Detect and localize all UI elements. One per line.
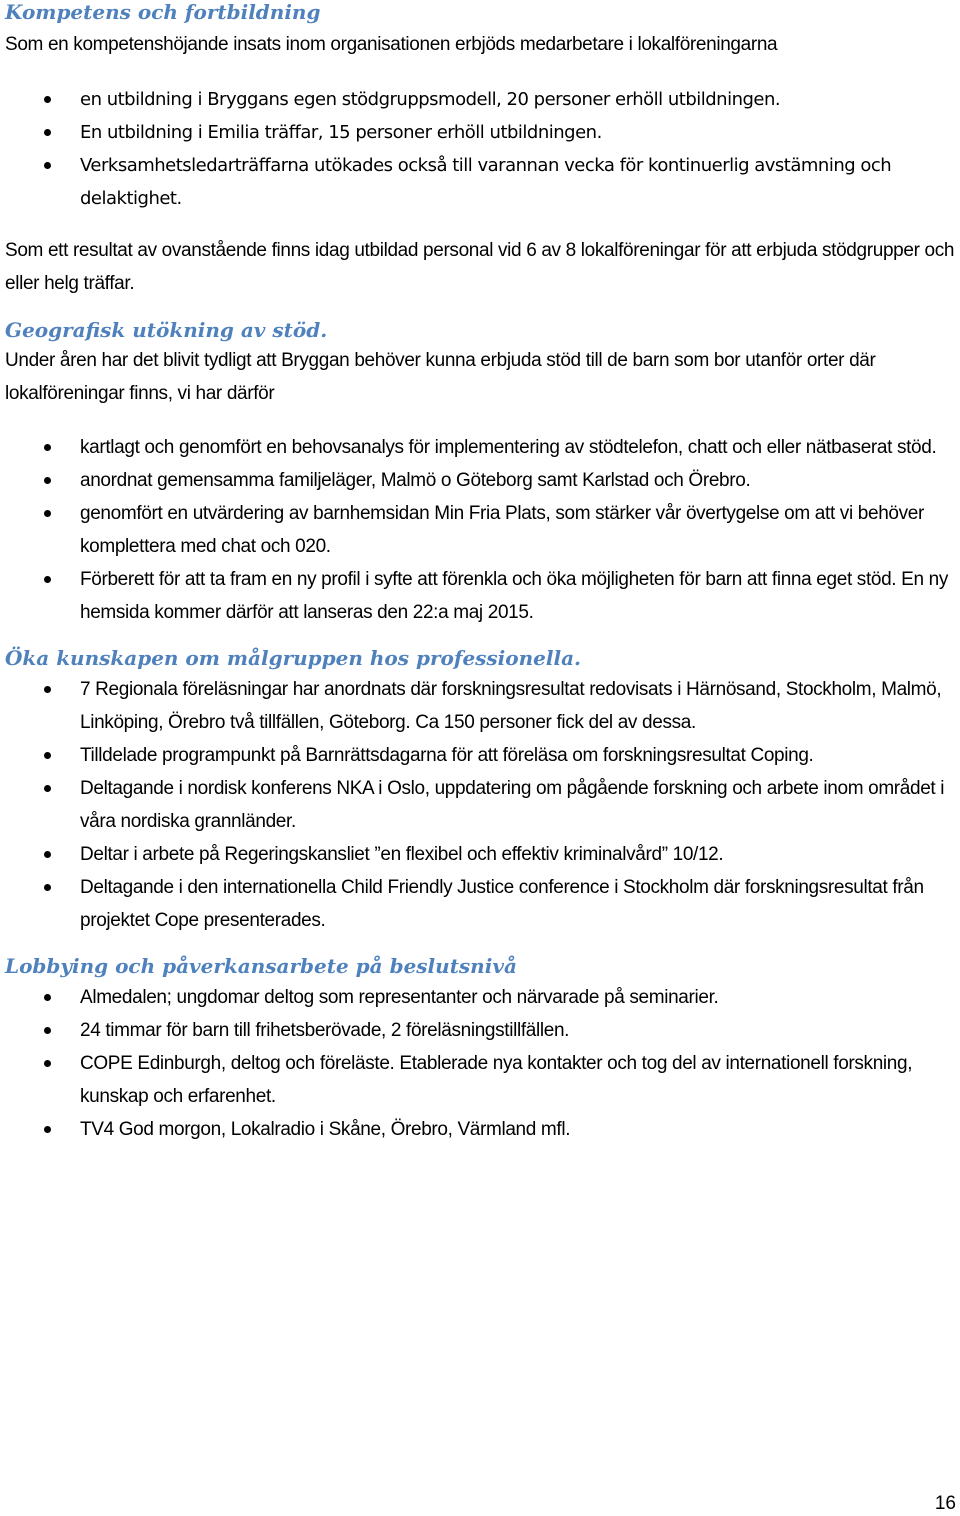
list-item: En utbildning i Emilia träffar, 15 personer erhöll utbildningen.	[5, 116, 955, 149]
bullet-icon	[44, 444, 51, 451]
bullet-icon	[44, 884, 51, 891]
list-geografisk	[5, 431, 955, 629]
list-item: Verksamhetsledarträffarna utökades också till varannan vecka för kontinuerlig avstämning och delaktighet.	[5, 149, 955, 215]
bullet-icon	[44, 686, 51, 693]
list-item: 24 timmar för barn till frihetsberövade, 2 föreläsningstillfällen.	[5, 1014, 955, 1047]
section-heading-kompetens: Kompetens och fortbildning	[5, 0, 321, 24]
list-item: TV4 God morgon, Lokalradio i Skåne, Örebro, Värmland mfl.	[5, 1113, 955, 1146]
section-heading-kunskap: Öka kunskapen om målgruppen hos professionella.	[5, 646, 582, 670]
bullet-icon	[44, 994, 51, 1001]
list-item: 7 Regionala föreläsningar har anordnats där forskningsresultat redovisats i Härnösand, Stockholm, Malmö, Linköping, Örebro två tillfällen, Göteborg. Ca 150 personer fick del av dessa.	[5, 673, 955, 739]
bullet-icon	[44, 477, 51, 484]
list-item: COPE Edinburgh, deltog och föreläste. Etablerade nya kontakter och tog del av internationell forskning, kunskap och erfarenhet.	[5, 1047, 955, 1113]
list-item: Deltagande i nordisk konferens NKA i Oslo, uppdatering om pågående forskning och arbete inom området i våra nordiska grannländer.	[5, 772, 955, 838]
bullet-icon	[44, 1027, 51, 1034]
bullet-icon	[44, 162, 51, 169]
page-number: 16	[934, 1493, 956, 1514]
bullet-icon	[44, 1126, 51, 1133]
list-item: Förberett för att ta fram en ny profil i syfte att förenkla och öka möjligheten för barn att finna eget stöd. En ny hemsida kommer därför att lanseras den 22:a maj 2015.	[5, 563, 955, 629]
list-kompetens	[5, 83, 955, 215]
bullet-icon	[44, 851, 51, 858]
list-lobbying	[5, 981, 955, 1146]
bullet-icon	[44, 752, 51, 759]
section-heading-lobbying: Lobbying och påverkansarbete på beslutsnivå	[5, 954, 517, 978]
list-item: Tilldelade programpunkt på Barnrättsdagarna för att föreläsa om forskningsresultat Coping.	[5, 739, 955, 772]
section-heading-geografisk: Geografisk utökning av stöd.	[5, 318, 328, 342]
list-item: Deltar i arbete på Regeringskansliet ”en flexibel och effektiv kriminalvård” 10/12.	[5, 838, 955, 871]
list-kunskap	[5, 673, 955, 937]
list-item: Almedalen; ungdomar deltog som representanter och närvarade på seminarier.	[5, 981, 955, 1014]
list-item: kartlagt och genomfört en behovsanalys för implementering av stödtelefon, chatt och eller nätbaserat stöd.	[5, 431, 955, 464]
bullet-icon	[44, 96, 51, 103]
document-page	[5, 0, 955, 1146]
bullet-icon	[44, 576, 51, 583]
result-paragraph: Som ett resultat av ovanstående finns idag utbildad personal vid 6 av 8 lokalföreningar för att erbjuda stödgrupper och eller helg träffar.	[5, 240, 955, 294]
list-item: Deltagande i den internationella Child Friendly Justice conference i Stockholm där forskningsresultat från projektet Cope presenterades.	[5, 871, 955, 937]
bullet-icon	[44, 510, 51, 517]
bullet-icon	[44, 1060, 51, 1067]
section-intro-kompetens: Som en kompetenshöjande insats inom organisationen erbjöds medarbetare i lokalföreningarna	[5, 34, 778, 55]
list-item: genomfört en utvärdering av barnhemsidan Min Fria Plats, som stärker vår övertygelse om att vi behöver komplettera med chat och 020.	[5, 497, 955, 563]
list-item: anordnat gemensamma familjeläger, Malmö o Göteborg samt Karlstad och Örebro.	[5, 464, 955, 497]
bullet-icon	[44, 129, 51, 136]
list-item: en utbildning i Bryggans egen stödgruppsmodell, 20 personer erhöll utbildningen.	[5, 83, 955, 116]
bullet-icon	[44, 785, 51, 792]
section-intro-geografisk: Under åren har det blivit tydligt att Bryggan behöver kunna erbjuda stöd till de barn som bor utanför orter där lokalföreningar finns, vi har därför	[5, 350, 876, 404]
